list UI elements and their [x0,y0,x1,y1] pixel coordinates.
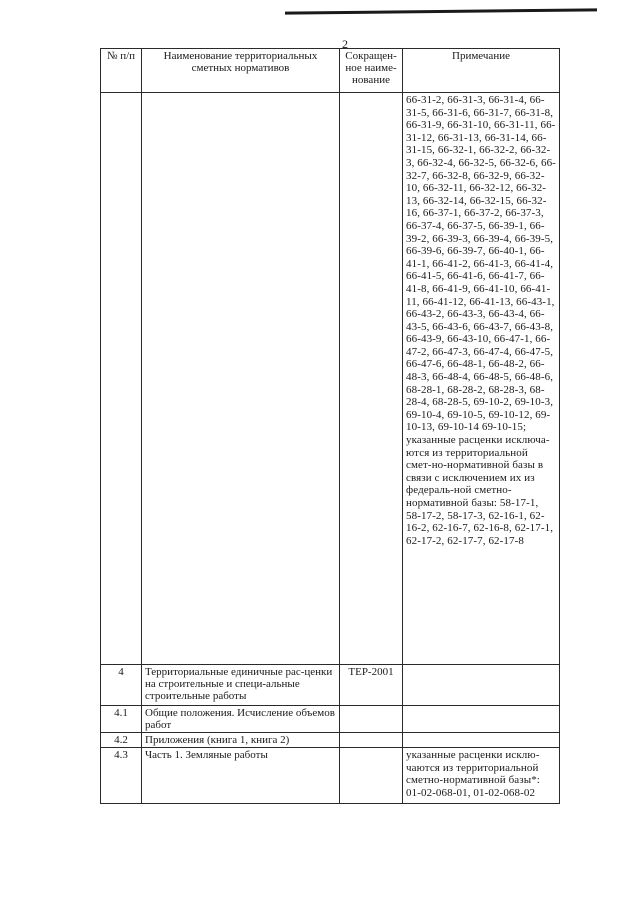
row-num: 4 [101,665,142,706]
table-row [101,665,560,706]
table-row [101,93,560,665]
header-abbr: Сокращен-ное наиме-нование [340,49,403,93]
row-note [403,733,560,748]
row-name: Часть 1. Земляные работы [142,748,340,804]
row-num [101,93,142,665]
row-name: Общие положения. Исчисление объемов работ [142,706,340,733]
header-name: Наименование территориальных сметных нормативов [142,49,340,93]
row-note: указанные расценки исклю-чаются из территориальной сметно-нормативной базы*: 01-02-068-01, 01-02-068-02 [403,748,560,804]
row-abbr [340,733,403,748]
row-abbr [340,93,403,665]
page-number: 2 [342,37,348,51]
header-num: № п/п [101,49,142,93]
row-name: Территориальные единичные рас-ценки на строительные и специ-альные строительные работы [142,665,340,706]
table-row [101,706,560,733]
row-num: 4.2 [101,733,142,748]
row-num: 4.1 [101,706,142,733]
table-header-row [101,49,560,93]
row-abbr: ТЕР-2001 [340,665,403,706]
norms-table [100,48,560,804]
table-row [101,733,560,748]
row-name [142,93,340,665]
row-abbr [340,706,403,733]
header-note: Примечание [403,49,560,93]
table-row [101,748,560,804]
row-note [403,665,560,706]
top-rule [285,8,597,14]
row-abbr [340,748,403,804]
row-note: 66-31-2, 66-31-3, 66-31-4, 66-31-5, 66-31-6, 66-31-7, 66-31-8, 66-31-9, 66-31-10, 66-31-11, 66-31-12, 66-31-13, 66-31-14, 66-31-15, 66-32-1, 66-32-2, 66-32-3, 66-32-4, 66-32-5, 66-32-6, 66-32-7, 66-32-8, 66-32-9, 66-32-10, 66-32-11, 66-32-12, 66-32-13, 66-32-14, 66-32-15, 66-32-16, 66-37-1, 66-37-2, 66-37-3, 66-37-4, 66-37-5, 66-39-1, 66-39-2, 66-39-3, 66-39-4, 66-39-5, 66-39-6, 66-39-7, 66-40-1, 66-41-1, 66-41-2, 66-41-3, 66-41-4, 66-41-5, 66-41-6, 66-41-7, 66-41-8, 66-41-9, 66-41-10, 66-41-11, 66-41-12, 66-41-13, 66-43-1, 66-43-2, 66-43-3, 66-43-4, 66-43-5, 66-43-6, 66-43-7, 66-43-8, 66-43-9, 66-43-10, 66-47-1, 66-47-2, 66-47-3, 66-47-4, 66-47-5, 66-47-6, 66-48-1, 66-48-2, 66-48-3, 66-48-4, 66-48-5, 66-48-6, 68-28-1, 68-28-2, 68-28-3, 68-28-4, 68-28-5, 69-10-2, 69-10-3, 69-10-4, 69-10-5, 69-10-12, 69-10-13, 69-10-14 69-10-15; указанные расценки исключа-ются из территориальной смет-но-нормативной базы в связи с исключением их из федераль-ной сметно-нормативной базы: 58-17-1, 58-17-2, 58-17-3, 62-16-1, 62-16-2, 62-16-7, 62-16-8, 62-17-1, 62-17-2, 62-17-7, 62-17-8 [403,93,560,665]
row-note [403,706,560,733]
row-name: Приложения (книга 1, книга 2) [142,733,340,748]
row-num: 4.3 [101,748,142,804]
